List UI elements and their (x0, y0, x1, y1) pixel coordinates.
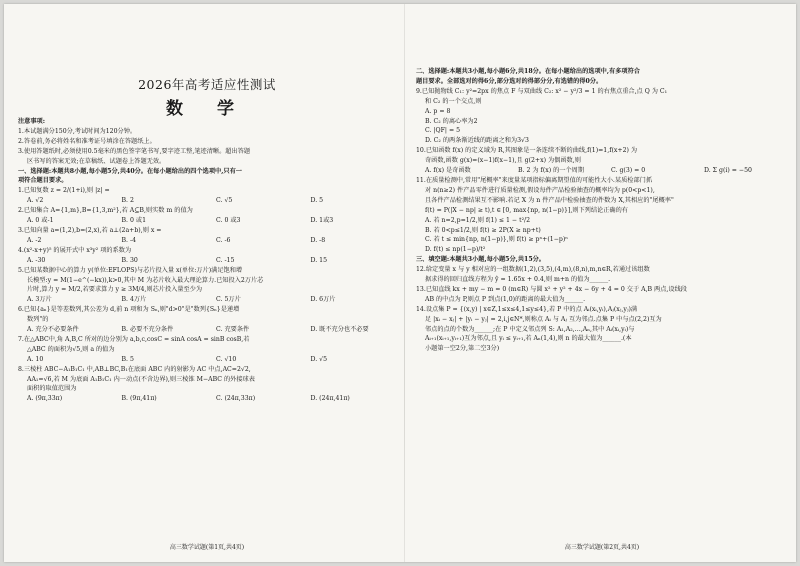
question (18, 266, 396, 306)
options-row (416, 245, 788, 255)
options-row (416, 126, 788, 136)
option: C. (24π,33π) (216, 395, 256, 403)
option: A. 3万片 (27, 296, 52, 304)
options-row (416, 216, 788, 226)
option: D. 15 (310, 256, 328, 264)
section1-heading: 一、选择题:本题共8小题,每小题5分,共40分。在每小题给出的四个选项中,只有一 (18, 167, 242, 175)
option: C. -6 (216, 236, 231, 244)
option: C. 5万片 (216, 296, 241, 304)
fill-question-text: 14.设点集 P = {(x,y) | x∈Z,1≤x≤4,1≤y≤4},若 P 中的点 Aᵢ(xᵢ,yᵢ),Aⱼ(xⱼ,yⱼ)满 (416, 305, 638, 313)
section1-heading-cont: 项符合题目要求。 (18, 177, 68, 185)
option: C. 充要条件 (216, 326, 250, 334)
option: C. |QF| = 5 (425, 127, 461, 135)
question-text: 10.已知函数 f(x) 的定义域为 R,其图象是一条连续不断的曲线,f(1)=1,f(x+2) 为 (416, 147, 638, 155)
question-text: 对 n(n≥2) 件产品零件进行质量检测,假设每件产品检验抽查的概率均为 p(0<p<1), (425, 186, 655, 194)
option: A. p = 8 (425, 107, 451, 115)
options-row (18, 196, 396, 206)
question (416, 146, 788, 176)
option: C. g(3) = 0 (611, 167, 646, 175)
question-text: 2.已知集合 A={1,m},B={1,3,m²},若 A⊆B,则实数 m 的值为 (18, 207, 193, 215)
question-text: 1.已知复数 z = 2/(1+i),则 |z| = (18, 187, 110, 195)
question-text: 数列"的 (27, 316, 49, 324)
question-text: 4.(x²-x+y)⁵ 的展开式中 x³y² 项的系数为 (18, 246, 132, 254)
question-text: 5.已知某数据中心的算力 y(单位:EFLOPS)与芯片投入量 x(单位:万片)满足饱和增 (18, 266, 243, 274)
options-row (18, 295, 396, 305)
page-1-footer: 高三数学试题(第1页,共4页) (169, 544, 245, 551)
option: D. 6万片 (310, 296, 336, 304)
option: A. -30 (27, 256, 46, 264)
option: D. (24π,41π) (310, 395, 350, 403)
option: C. √10 (216, 355, 237, 363)
notes-heading: 注意事项: (18, 118, 46, 125)
fill-question-text: 足 |xᵢ − xⱼ| + |yᵢ − yⱼ| = 2,i,j∈N*,则称点 Aᵢ 与 Aⱼ 互为邻点.点集 P 中与点(2,2)互为 (425, 315, 662, 323)
note-item: 区书写的答案无效;在草稿纸、试题卷上答题无效。 (27, 157, 166, 165)
fill-question-text: 据求得的回归直线方程为 ŷ = 1.65x + 0.4,则 m+n 的值为______. (425, 276, 611, 284)
option: B. 0 或1 (121, 217, 147, 225)
section2-questions (416, 87, 788, 255)
option: B. 若 0<p≤1/2,则 f(t) ≥ 2P(X ≥ np+t) (425, 226, 541, 234)
fill-question-text: Aᵢ₊₁(xᵢ₊₁,yᵢ₊₁)互为邻点,且 yᵢ ≤ yᵢ₊₁,若 Aₙ(1,4),则 n 的最大值为______.(本 (425, 335, 632, 343)
option: A. 10 (27, 355, 44, 363)
page-1 (18, 4, 396, 562)
section3-heading: 三、填空题:本题共3小题,每小题5分,共15分。 (416, 256, 545, 264)
question-text: 9.已知抛物线 C₁: y²=2px 的焦点 F 与双曲线 C₂: x² − y²/3 = 1 的右焦点重合,点 Q 为 C₁ (416, 87, 668, 95)
option: C. -15 (216, 256, 235, 264)
option: A. 若 n=2,p=1/2,则 f(1) ≤ 1 − t²/2 (425, 216, 531, 224)
option: B. 2 (121, 197, 134, 205)
fill-question-text: AB 的中点为 P,则点 P 到点(1,0)的距离的最大值为______. (425, 295, 586, 303)
option: D. 1或3 (310, 217, 334, 225)
question-text: △ABC 的面积为√5,则 a 的值为 (27, 345, 115, 353)
option: B. (9π,41π) (121, 395, 157, 403)
note-item: 1.本试题满分150分,考试时间为120分钟。 (18, 127, 137, 135)
question-text: 面积的取值范围为 (27, 385, 77, 393)
options-row (18, 216, 396, 226)
section3-questions (416, 265, 788, 354)
question-text: 奇函数,函数 g(x)=(x−1)f(x−1),且 g(2+x) 为偶函数,则 (425, 157, 581, 165)
options-row (416, 226, 788, 236)
question-text: 长模型:y = M(1−e^(−kx)),k>0,其中 M 为芯片收入最大理论算力.已知投入2万片芯 (27, 276, 264, 284)
page-1-body (18, 117, 396, 404)
option: B. -4 (121, 236, 137, 244)
question-text: 7.在△ABC中,角 A,B,C 所对的边分别为 a,b,c,cosC = sinA cosA = sinB cosB,若 (18, 335, 250, 343)
options-row (416, 235, 788, 245)
exam-title: 2026年高考适应性测试 (138, 77, 276, 92)
question-text: 且各件产品检测结果互不影响.若记 X 为 n 件产品中检验抽查的件数为 X,其相应的"尾概率" (425, 196, 674, 204)
fill-question-text: 13.已知直线 kx + my − m = 0 (m∈R) 与圆 x² + y² + 4x − 6y + 4 = 0 交于 A,B 两点,设线段 (416, 285, 687, 293)
section1-questions (18, 186, 396, 404)
question (18, 206, 396, 226)
question (18, 335, 396, 365)
note-item: 3.使用答题纸时,必须使用0.5毫米的黑色签字笔书写,要字迹工整,笔迹清晰。超出答题 (18, 147, 251, 155)
question (18, 305, 396, 335)
question-text: 片时,算力 y = M/2,若要求算力 y ≥ 3M/4,则芯片投入量至少为 (27, 286, 203, 294)
question (18, 246, 396, 266)
option: C. √5 (216, 197, 233, 205)
question (416, 176, 788, 255)
option: D. 5 (310, 197, 324, 205)
options-row (416, 117, 788, 127)
option: A. √2 (27, 197, 44, 205)
question-text: 8.三棱柱 ABC−A₁B₁C₁ 中,AB⊥BC,B₁在底面 ABC 内的射影为 AC 中点,AC=2√2, (18, 365, 251, 373)
option: B. C₂ 的离心率为2 (425, 117, 478, 125)
question-text: 3.已知向量 a=(1,2),b=(2,x),若 a⊥(2a+b),则 x = (18, 226, 162, 234)
option: D. f(t) ≤ np(1−p)/t² (425, 246, 486, 254)
question-text: 11.在质量检测中,常用"尾概率"来度量某项指标偏离期望值的可能性大小.某质检部门抓 (416, 176, 653, 184)
subject-title: 数 学 (166, 99, 248, 119)
option: B. 必要不充分条件 (121, 326, 174, 334)
option: C. 若 t ≤ min{np, n(1−p)},则 f(t) ≥ pⁿ+(1−p)ⁿ (425, 236, 568, 244)
page-2-body (416, 67, 788, 354)
option: B. 5 (121, 355, 134, 363)
option: D. Σ g(i) = −50 (704, 167, 752, 175)
exam-sheet (4, 4, 796, 562)
question (18, 226, 396, 246)
fill-question-text: 小题第一空2分,第二空3分) (425, 345, 500, 353)
options-row (416, 107, 788, 117)
section2-heading-cont: 题目要求。全部选对的得6分,部分选对的得部分分,有选错的得0分。 (416, 77, 603, 85)
options-row (416, 136, 788, 146)
page-fold (404, 4, 405, 562)
option: D. -8 (310, 236, 326, 244)
options-row (18, 394, 396, 404)
question (18, 186, 396, 206)
options-row (416, 166, 788, 176)
question-text: 6.已知{aₙ}是等差数列,其公差为 d,前 n 项和为 Sₙ,则"d>0"是"数列{Sₙ}是递增 (18, 306, 240, 314)
option: A. f(x) 是奇函数 (425, 167, 471, 175)
option: A. 0 或-1 (27, 217, 54, 225)
options-row (18, 325, 396, 335)
page-2-footer: 高三数学试题(第2页,共4页) (564, 544, 640, 551)
fill-question-text: 邻点的点的个数为______;在 P 中定义邻点列 S: A₁,A₂,…,Aₙ,其中 Aᵢ(xᵢ,yᵢ)与 (425, 325, 635, 333)
option: D. √5 (310, 355, 328, 363)
question-text: AA₁=√6,若 M 为底面 A₁B₁C₁ 内一动点(不含边界),则三棱锥 M−ABC 的外接球表 (27, 375, 255, 383)
question (416, 87, 788, 146)
fill-question-text: 12.给定变量 x 与 y 相对应的一组数据(1,2),(3,5),(4,m),(8,n),m,n∈R,若通过该组数 (416, 266, 650, 274)
option: A. (9π,33π) (27, 395, 63, 403)
option: B. 30 (121, 256, 138, 264)
question-text: f(t) = P(|X − np| ≥ t),t ∈ [0, max{np, n(1−p)}],则下列结论正确的有 (425, 206, 628, 214)
option: C. 0 或3 (216, 217, 241, 225)
option: D. 既不充分也不必要 (310, 326, 369, 334)
options-row (18, 256, 396, 266)
option: B. 2 为 f(x) 的一个周期 (518, 167, 585, 175)
option: D. C₂ 的两条渐近线的距离之和为3√3 (425, 137, 529, 145)
option: B. 4万片 (121, 296, 147, 304)
section2-heading: 二、选择题:本题共3小题,每小题6分,共18分。在每小题给出的选项中,有多项符合 (416, 68, 640, 75)
option: A. -2 (27, 236, 42, 244)
notes-list (18, 127, 396, 167)
page-2 (416, 4, 792, 562)
options-row (18, 236, 396, 246)
question-text: 和 C₂ 的一个交点,则 (425, 97, 482, 105)
options-row (18, 355, 396, 365)
question (18, 365, 396, 405)
note-item: 2.答卷前,务必将姓名和准考证号填涂在答题纸上。 (18, 137, 156, 145)
option: A. 充分不必要条件 (27, 326, 79, 334)
